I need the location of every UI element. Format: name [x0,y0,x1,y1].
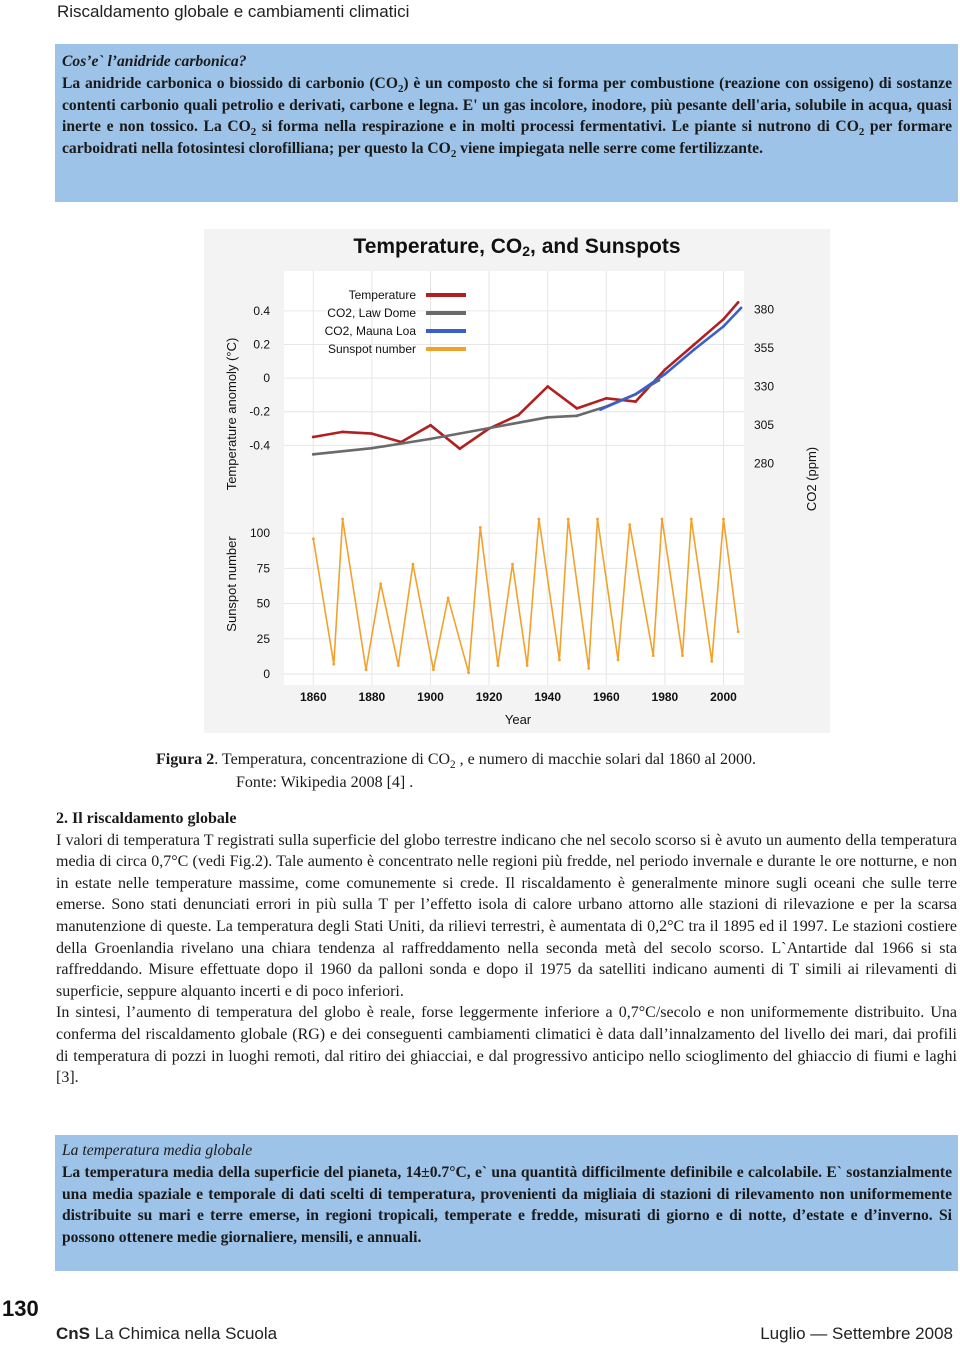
temperature-series-point [341,431,344,434]
x-tick-label: 2000 [710,690,737,704]
co2-axis-label: CO2 (ppm) [804,446,819,512]
x-tick-label: 1900 [417,690,444,704]
co2-law-dome-series-point [312,453,315,456]
figure-label: Figura 2 [156,751,215,768]
co2-mauna-loa-series-point [599,408,602,411]
x-tick-label: 1940 [534,690,562,704]
temperature-series-point [458,447,461,450]
sunspot-series-point [312,537,315,540]
temperature-series-point [576,407,579,410]
running-head: Riscaldamento globale e cambiamenti climatici [57,2,410,21]
sunspot-series-point [467,671,470,674]
legend-label: CO2, Law Dome [327,306,416,320]
sunspot-series-point [412,563,415,566]
figure-caption: Figura 2. Temperatura, concentrazione di $CO_2$ , e numero di macchie solari dal 1860 al 2000. Fonte: Wikipedia 2008 [4] . [156,748,756,794]
co2-tick-label: 355 [754,340,775,355]
section-paragraph-2: In sintesi, l’aumento di temperatura del globo è reale, forse leggermente inferiore a 0,7°C/secolo e non uniformemente distribuito. Una conferma del riscaldamento globale (RG) e dei conseguenti cambiamenti climatici è data dall’innalzamento del livello dei mari, dai profili di temperatura di pozzi in luoghi remoti, dal ritiro dei ghiacciai, e dal progressivo anticipo nello scioglimento del ghiaccio di fiumi e laghi [3]. [56,1004,957,1087]
sunspot-series-point [332,663,335,666]
x-tick-label: 1960 [592,690,620,704]
sunspot-series-point [538,518,541,521]
temp-tick-label: 0 [263,371,270,386]
sunspot-series-point [567,518,570,521]
sunspot-series-point [511,563,514,566]
sunspot-series-point [681,654,684,657]
sunspot-series-point [710,660,713,663]
issue-date: Luglio — Settembre 2008 [760,1324,953,1343]
footer [56,1324,957,1344]
x-axis-label: Year [504,712,532,727]
temp-tick-label: 0.2 [253,337,270,352]
co2-law-dome-series-point [370,447,373,450]
sunspot-series-point [652,654,655,657]
global-temperature-box [55,1135,958,1271]
sunspot-series-point [596,518,599,521]
sunspot-series-point [661,518,664,521]
temperature-series-point [517,414,520,417]
section-title: 2. Il riscaldamento globale [56,810,237,827]
legend-label: Temperature [348,288,416,302]
chart-title: Temperature, CO2, and Sunspots [353,235,681,259]
co2-mauna-loa-series-point [634,393,637,396]
temp-axis-label: Temperature anomoly (°C) [224,337,239,491]
co2-info-box [55,44,958,202]
sunspot-tick-label: 0 [263,667,270,681]
x-tick-label: 1860 [299,690,327,704]
temperature-series-point [605,397,608,400]
co2-law-dome-series-point [576,414,579,417]
sunspot-series-point [496,664,499,667]
temperature-series-point [370,432,373,435]
legend-label: Sunspot number [327,342,416,356]
sunspot-series-point [379,582,382,585]
sunspot-series-point [479,526,482,529]
x-tick-label: 1920 [475,690,503,704]
temperature-series-point [634,400,637,403]
chart-svg [204,229,830,733]
journal-abbr: CnS [56,1324,90,1343]
sunspot-tick-label: 75 [256,561,270,576]
sunspot-series-point [365,668,368,671]
x-tick-label: 1880 [358,690,386,704]
sunspot-series-point [432,668,435,671]
sunspot-axis-label: Sunspot number [224,536,239,632]
section-global-warming [56,808,957,1089]
sunspot-series-point [617,659,620,662]
temperature-series-point [737,301,740,304]
sunspot-series-point [722,518,725,521]
co2-tick-label: 330 [754,379,775,394]
temperature-series-point [312,436,315,439]
temperature-series-point [722,318,725,321]
sunspot-series-point [587,667,590,670]
temp-tick-label: -0.4 [249,438,270,453]
co2-mauna-loa-series-point [740,306,743,309]
co2-law-dome-series-point [488,427,491,430]
legend-label: CO2, Mauna Loa [324,324,416,338]
co2-mauna-loa-series-point [693,348,696,351]
co2-tick-label: 280 [754,456,775,471]
sunspot-series-point [737,630,740,633]
sunspot-series-point [558,659,561,662]
sunspot-series-point [690,518,693,521]
sunspot-tick-label: 100 [249,526,270,541]
page-number: 130 [2,1296,39,1321]
figure-2-chart [204,229,830,733]
x-tick-label: 1980 [651,690,679,704]
temp-tick-label: 0.4 [253,303,270,318]
co2-mauna-loa-series-point [722,325,725,328]
figure-source: Fonte: Wikipedia 2008 [4] . [236,774,414,791]
sunspot-series-point [526,664,529,667]
co2-law-dome-series-point [546,416,549,419]
sunspot-series-point [341,518,344,521]
co2-info-title: Cos’e` l’anidride carbonica? [62,53,247,70]
section-paragraph-1: I valori di temperatura T registrati sulla superficie del globo terrestre indicano che nel secolo scorso si è avuto un aumento della temperatura media di circa 0,7°C (vedi Fig.2). Tale aumento è concentrato nelle regioni più fredde, nel periodo invernale e durante le ore notturne, e non in estate nelle temperature massime, come comunemente si crede. Il riscaldamento è generalmente minore sugli oceani che sulle terre emerse. Sono stati denunciati errori in più sulla T per l’effetto isola di calore urbano attorno alle stazioni di rilevazione e per la scarsa manutenzione di queste. La temperatura degli Stati Uniti, da rilievi terrestri, è aumentata di 0,2°C tra il 1895 ed il 1997. Le stazioni costiere della Groenlandia rivelano una chiara tendenza al raffreddamento nella seconda metà del secolo scorso. L`Antartide dal 1966 si sta raffreddando. Misure effettuate dopo il 1960 da palloni sonda e dopo il 1975 da satelliti indicano aumenti di T simili ai rilevamenti di superficie, seppure alquanto incerti e di poco inferiori. [56,831,957,1000]
co2-law-dome-series-point [429,438,432,441]
temperature-series-point [663,368,666,371]
global-temperature-text: La temperatura media globale La temperatura media della superficie del pianeta, 14±0.7°C, e` una quantità difficilmente definibile e calcolabile. E` sostanzialmente una media spaziale e temporale di dati scelti di temperatura, provenienti da migliaia di stazioni di rilevamento non uniformemente distribuite su mari e terre emerse, in regioni tropicali, temperate e fredde, misurati di giorno e di notte, d’estate e d’inverno. Si possono ottenere medie giornaliere, mensili, e annuali. [62,1142,952,1247]
temp-tick-label: -0.2 [249,404,270,419]
temperature-series-point [546,385,549,388]
global-temperature-title: La temperatura media globale [62,1142,253,1159]
co2-tick-label: 305 [754,418,775,433]
temperature-series-point [429,424,432,427]
journal-name: La Chimica nella Scuola [94,1324,278,1343]
co2-mauna-loa-series-point [663,373,666,376]
temperature-series-point [693,343,696,346]
sunspot-tick-label: 25 [256,631,270,646]
co2-tick-label: 380 [754,302,775,317]
sunspot-series-point [628,523,631,526]
sunspot-series-point [447,597,450,600]
sunspot-series-point [397,664,400,667]
co2-info-text: Cos’e` l’anidride carbonica? La anidride carbonica o biossido di carbonio $(CO_2)$ è un composto che si forma per combustione (reazione con ossigeno) di sostanze contenti carbonio quali petrolio e derivati, carbone e legna. E' un gas incolore, inodore, più pesante dell'aria, solubile in acqua, quasi inerte e non tossico. La $CO_2$ si forma nella respirazione e in molti processi fermentativi. Le piante si nutrono di $CO_2$ per formare carboidrati nella fotosintesi clorofilliana; per questo la $CO_2$ viene impiegata nelle serre come fertilizzante. [62,53,952,161]
sunspot-tick-label: 50 [256,596,270,611]
